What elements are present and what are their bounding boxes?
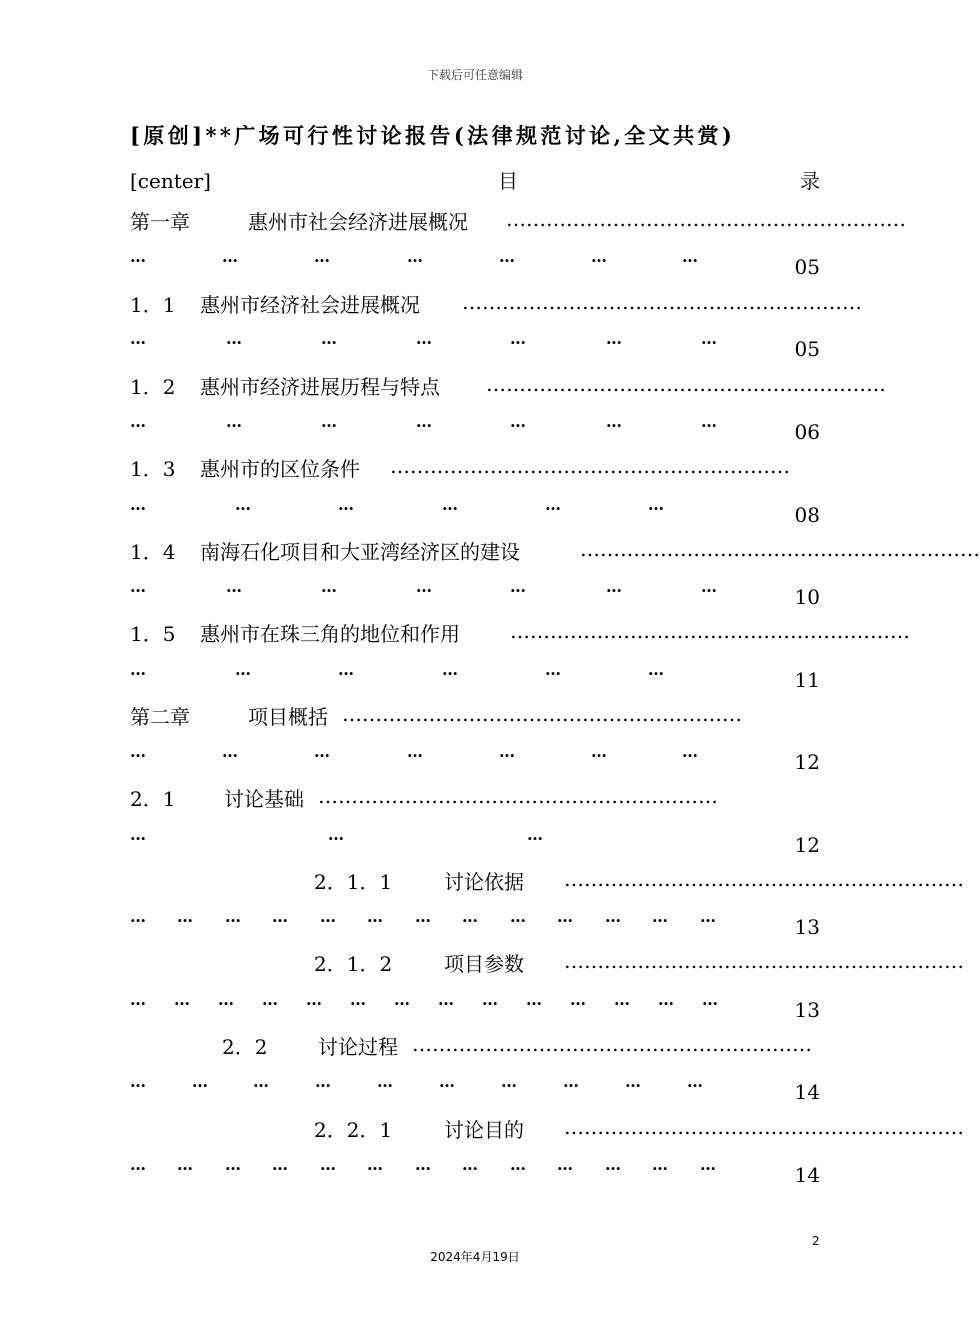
ellipsis: … (510, 329, 526, 348)
ellipsis: … (226, 412, 242, 431)
toc-entry-continuation (130, 1156, 820, 1186)
ellipsis: … (510, 907, 526, 926)
ellipsis: … (526, 990, 542, 1009)
toc-entry-number: 2．2 (222, 1035, 268, 1059)
ellipsis: … (570, 990, 586, 1009)
toc-entry-continuation (130, 908, 820, 938)
ellipsis: … (130, 990, 146, 1009)
ellipsis: … (606, 412, 622, 431)
ellipsis: … (314, 247, 330, 266)
ellipsis: … (177, 1155, 193, 1174)
ellipsis: … (262, 990, 278, 1009)
document-title: [原创]**广场可行性讨论报告(法律规范讨论,全文共赏) (130, 123, 736, 148)
toc-entry-continuation (130, 826, 820, 856)
toc-leader: …………………………………………………… (318, 784, 718, 808)
ellipsis: … (177, 907, 193, 926)
toc-entry[interactable] (130, 290, 862, 320)
ellipsis: … (557, 907, 573, 926)
ellipsis: … (605, 1155, 621, 1174)
toc-page-number: 08 (794, 503, 820, 527)
toc-entry-title: 讨论目的 (444, 1118, 524, 1142)
ellipsis: … (222, 742, 238, 761)
ellipsis: … (130, 907, 146, 926)
ellipsis: … (321, 329, 337, 348)
ellipsis: … (407, 247, 423, 266)
ellipsis: … (350, 990, 366, 1009)
ellipsis: … (320, 907, 336, 926)
ellipsis: … (700, 907, 716, 926)
toc-entry-continuation (130, 578, 820, 608)
toc-entry-continuation (130, 330, 820, 360)
ellipsis: … (367, 907, 383, 926)
toc-entry-number: 第二章 (130, 705, 190, 729)
ellipsis: … (225, 907, 241, 926)
contents-char-2: 录 (800, 169, 820, 193)
footer-date: 2024年4月19日 (430, 1250, 520, 1264)
ellipsis: … (563, 1072, 579, 1091)
ellipsis: … (682, 247, 698, 266)
toc-leader: …………………………………………………… (564, 867, 964, 891)
toc-entry[interactable] (130, 454, 820, 484)
ellipsis: … (338, 495, 354, 514)
ellipsis: … (499, 247, 515, 266)
toc-leader: …………………………………………………… (564, 1115, 964, 1139)
ellipsis: … (377, 1072, 393, 1091)
ellipsis: … (235, 660, 251, 679)
ellipsis: … (328, 825, 344, 844)
ellipsis: … (130, 577, 146, 596)
ellipsis: … (625, 1072, 641, 1091)
toc-entry-number: 1．4 (130, 540, 176, 564)
toc-entry-number: 1．5 (130, 622, 176, 646)
ellipsis: … (416, 329, 432, 348)
toc-entry[interactable] (130, 537, 980, 567)
ellipsis: … (439, 1072, 455, 1091)
toc-entry-continuation (130, 743, 820, 773)
ellipsis: … (606, 329, 622, 348)
ellipsis: … (442, 660, 458, 679)
ellipsis: … (545, 660, 561, 679)
toc-entry-title: 南海石化项目和大亚湾经济区的建设 (200, 540, 520, 564)
toc-page-number: 05 (794, 255, 820, 279)
ellipsis: … (367, 1155, 383, 1174)
toc-entry-title: 惠州市在珠三角的地位和作用 (200, 622, 460, 646)
ellipsis: … (130, 412, 146, 431)
ellipsis: … (501, 1072, 517, 1091)
toc-page-number: 05 (794, 337, 820, 361)
toc-entry-continuation (130, 991, 820, 1021)
toc-page-number: 06 (794, 420, 820, 444)
ellipsis: … (416, 577, 432, 596)
ellipsis: … (407, 742, 423, 761)
ellipsis: … (321, 577, 337, 596)
toc-entry-number: 2．2．1 (314, 1118, 393, 1142)
toc-page-number: 12 (794, 750, 820, 774)
center-tag: [center] (130, 169, 211, 193)
page-header: 下载后可任意编辑 (426, 68, 523, 82)
toc-page-number: 13 (794, 915, 820, 939)
ellipsis: … (222, 247, 238, 266)
ellipsis: … (648, 495, 664, 514)
ellipsis: … (130, 1155, 146, 1174)
toc-entry-title: 惠州市经济进展历程与特点 (200, 375, 440, 399)
ellipsis: … (499, 742, 515, 761)
toc-entry[interactable] (130, 207, 906, 237)
ellipsis: … (605, 907, 621, 926)
toc-page-number: 14 (794, 1080, 820, 1104)
toc-entry[interactable] (130, 1115, 964, 1145)
ellipsis: … (415, 1155, 431, 1174)
toc-leader: …………………………………………………… (412, 1032, 812, 1056)
ellipsis: … (272, 1155, 288, 1174)
toc-entry-title: 惠州市经济社会进展概况 (200, 293, 420, 317)
toc-entry-number: 2．1．1 (314, 870, 393, 894)
ellipsis: … (225, 1155, 241, 1174)
toc-entry-title: 项目参数 (444, 952, 524, 976)
ellipsis: … (545, 495, 561, 514)
toc-leader: …………………………………………………… (486, 372, 886, 396)
toc-leader: …………………………………………………… (390, 454, 790, 478)
toc-leader: …………………………………………………… (580, 537, 980, 561)
ellipsis: … (442, 495, 458, 514)
ellipsis: … (130, 1072, 146, 1091)
ellipsis: … (320, 1155, 336, 1174)
ellipsis: … (130, 329, 146, 348)
ellipsis: … (682, 742, 698, 761)
toc-entry-number: 2．1．2 (314, 952, 393, 976)
toc-entry[interactable] (130, 784, 820, 814)
toc-page-number: 13 (794, 998, 820, 1022)
toc-entry-number: 第一章 (130, 210, 190, 234)
ellipsis: … (510, 1155, 526, 1174)
ellipsis: … (315, 1072, 331, 1091)
ellipsis: … (253, 1072, 269, 1091)
ellipsis: … (606, 577, 622, 596)
toc-entry-continuation (130, 1073, 820, 1103)
ellipsis: … (130, 247, 146, 266)
contents-char-1: 目 (498, 169, 518, 193)
toc-entry-title: 惠州市的区位条件 (200, 457, 360, 481)
ellipsis: … (701, 577, 717, 596)
ellipsis: … (652, 907, 668, 926)
ellipsis: … (701, 412, 717, 431)
toc-entry[interactable] (130, 619, 910, 649)
toc-entry[interactable] (130, 372, 886, 402)
ellipsis: … (235, 495, 251, 514)
ellipsis: … (652, 1155, 668, 1174)
ellipsis: … (321, 412, 337, 431)
toc-entry-title: 讨论依据 (444, 870, 524, 894)
toc-entry[interactable] (130, 867, 964, 897)
ellipsis: … (226, 329, 242, 348)
toc-entry[interactable] (130, 702, 820, 732)
toc-entry-continuation (130, 248, 820, 278)
ellipsis: … (438, 990, 454, 1009)
ellipsis: … (510, 577, 526, 596)
toc-entry[interactable] (130, 1032, 820, 1062)
ellipsis: … (394, 990, 410, 1009)
toc-entry-title: 项目概括 (248, 705, 328, 729)
toc-entry-number: 1．3 (130, 457, 176, 481)
toc-page-number: 12 (794, 833, 820, 857)
contents-heading (130, 166, 820, 196)
toc-entry-number: 1．1 (130, 293, 176, 317)
ellipsis: … (527, 825, 543, 844)
ellipsis: … (482, 990, 498, 1009)
toc-entry-title: 讨论过程 (318, 1035, 398, 1059)
toc-leader: …………………………………………………… (506, 207, 906, 231)
ellipsis: … (687, 1072, 703, 1091)
ellipsis: … (130, 825, 146, 844)
ellipsis: … (648, 660, 664, 679)
ellipsis: … (591, 742, 607, 761)
toc-page-number: 14 (794, 1163, 820, 1187)
ellipsis: … (510, 412, 526, 431)
ellipsis: … (702, 990, 718, 1009)
ellipsis: … (314, 742, 330, 761)
ellipsis: … (218, 990, 234, 1009)
ellipsis: … (462, 907, 478, 926)
toc-entry-number: 2．1 (130, 787, 176, 811)
toc-leader: …………………………………………………… (462, 290, 862, 314)
ellipsis: … (658, 990, 674, 1009)
ellipsis: … (272, 907, 288, 926)
toc-leader: …………………………………………………… (342, 702, 742, 726)
ellipsis: … (174, 990, 190, 1009)
ellipsis: … (557, 1155, 573, 1174)
toc-leader: …………………………………………………… (510, 619, 910, 643)
ellipsis: … (462, 1155, 478, 1174)
toc-entry-continuation (130, 661, 820, 691)
toc-page-number: 11 (794, 668, 820, 692)
ellipsis: … (591, 247, 607, 266)
ellipsis: … (130, 495, 146, 514)
ellipsis: … (614, 990, 630, 1009)
ellipsis: … (226, 577, 242, 596)
toc-entry-title: 惠州市社会经济进展概况 (248, 210, 468, 234)
ellipsis: … (338, 660, 354, 679)
page-number: 2 (812, 1234, 820, 1248)
ellipsis: … (416, 412, 432, 431)
toc-entry-number: 1．2 (130, 375, 176, 399)
ellipsis: … (700, 1155, 716, 1174)
ellipsis: … (192, 1072, 208, 1091)
toc-entry[interactable] (130, 949, 964, 979)
toc-entry-continuation (130, 413, 820, 443)
ellipsis: … (130, 742, 146, 761)
toc-entry-title: 讨论基础 (224, 787, 304, 811)
toc-page-number: 10 (794, 585, 820, 609)
toc-leader: …………………………………………………… (564, 949, 964, 973)
toc-entry-continuation (130, 496, 820, 526)
ellipsis: … (306, 990, 322, 1009)
ellipsis: … (415, 907, 431, 926)
ellipsis: … (130, 660, 146, 679)
ellipsis: … (701, 329, 717, 348)
